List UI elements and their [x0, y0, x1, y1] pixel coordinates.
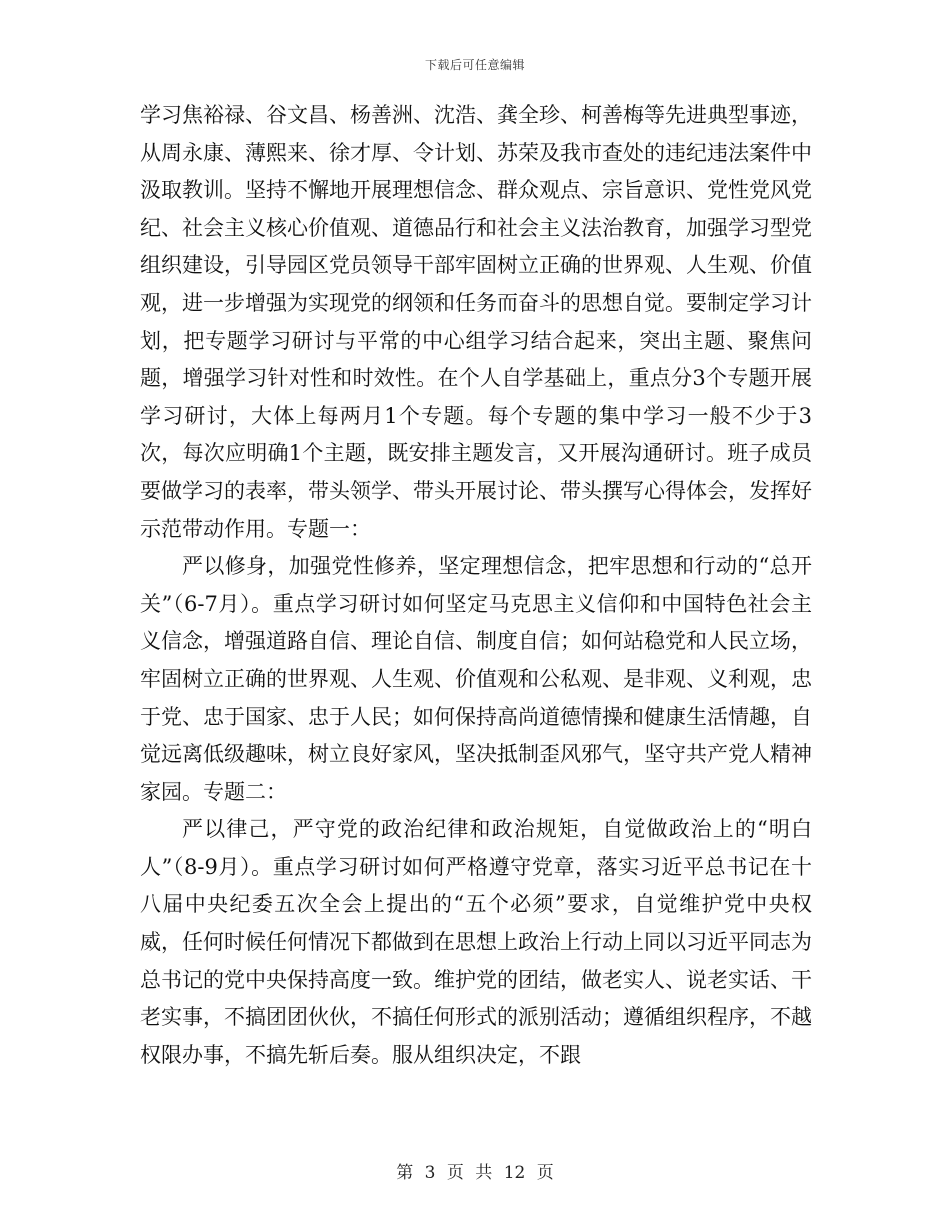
- paragraph-3: 严以律己，严守党的政治纪律和政治规矩，自觉做政治上的“明白人”（8-9月）。重点学习研讨如何严格遵守党章，落实习近平总书记在十八届中央纪委五次全会上提出的“五个必须”要求，自觉维护党中央权威，任何时候任何情况下都做到在思想上政治上行动上同以习近平同志为总书记的党中央保持高度一致。维护党的团结，做老实人、说老实话、干老实事，不搞团团伙伙，不搞任何形式的派别活动；遵循组织程序，不越权限办事，不搞先斩后奏。服从组织决定，不跟: [140, 817, 812, 1067]
- document-body: [140, 97, 812, 1074]
- page-footer: 第 3 页 共 12 页: [396, 1163, 554, 1183]
- paragraph-1: 学习焦裕禄、谷文昌、杨善洲、沈浩、龚全珍、柯善梅等先进典型事迹，从周永康、薄熙来、徐才厚、令计划、苏荣及我市查处的违纪违法案件中汲取教训。坚持不懈地开展理想信念、群众观点、宗旨意识、党性党风党纪、社会主义核心价值观、道德品行和社会主义法治教育，加强学习型党组织建设，引导园区党员领导干部牢固树立正确的世界观、人生观、价值观，进一步增强为实现党的纲领和任务而奋斗的思想自觉。要制定学习计划，把专题学习研讨与平常的中心组学习结合起来，突出主题、聚焦问题，增强学习针对性和时效性。在个人自学基础上，重点分3个专题开展学习研讨，大体上每两月1个专题。每个专题的集中学习一般不少于3次，每次应明确1个主题，既安排主题发言，又开展沟通研讨。班子成员要做学习的表率，带头领学、带头开展讨论、带头撰写心得体会，发挥好示范带动作用。专题一：: [140, 103, 812, 541]
- page-header: 下载后可任意编辑: [424, 58, 525, 72]
- paragraph-2: 严以修身，加强党性修养，坚定理想信念，把牢思想和行动的“总开关”（6-7月）。重点学习研讨如何坚定马克思主义信仰和中国特色社会主义信念，增强道路自信、理论自信、制度自信；如何站稳党和人民立场，牢固树立正确的世界观、人生观、价值观和公私观、是非观、义利观，忠于党、忠于国家、忠于人民；如何保持高尚道德情操和健康生活情趣，自觉远离低级趣味，树立良好家风，坚决抵制歪风邪气，坚守共产党人精神家园。专题二：: [140, 554, 812, 804]
